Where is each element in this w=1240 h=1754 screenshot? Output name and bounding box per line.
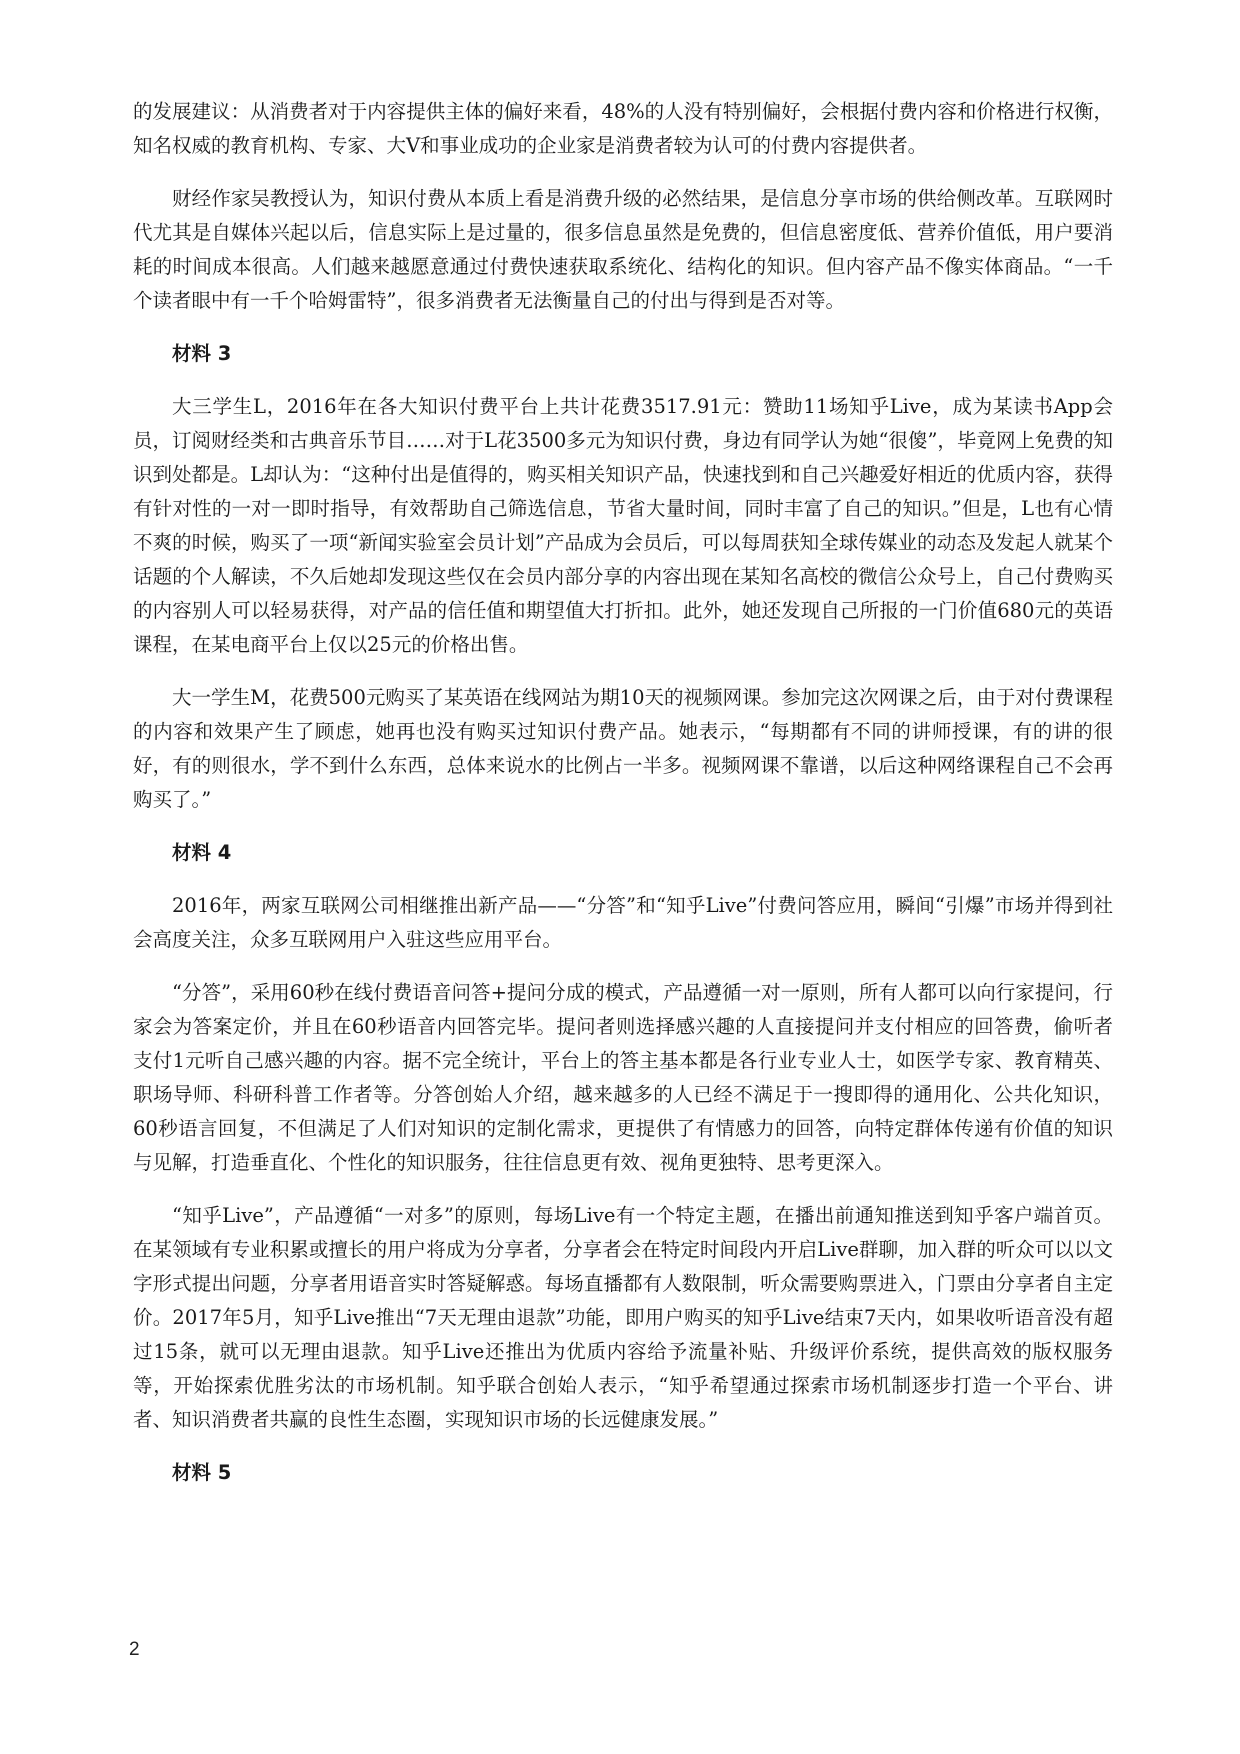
paragraph-student-l: 大三学生L，2016年在各大知识付费平台上共计花费3517.91元：赞助11场知乎Live，成为某读书App会员，订阅财经类和古典音乐节目……对于L花3500多元为知识付费，身边有同学认为她“很傻”，毕竟网上免费的知识到处都是。L却认为：“这种付出是值得的，购买相关知识产品，快速找到和自己兴趣爱好相近的优质内容，获得有针对性的一对一即时指导，有效帮助自己筛选信息，节省大量时间，同时丰富了自己的知识。”但是，L也有心情不爽的时候，购买了一项“新闻实验室会员计划”产品成为会员后，可以每周获知全球传媒业的动态及发起人就某个话题的个人解读，不久后她却发现这些仅在会员内部分享的内容出现在某知名高校的微信公众号上，自己付费购买的内容别人可以轻易获得，对产品的信任值和期望值大打折扣。此外，她还发现自己所报的一门价值680元的英语课程，在某电商平台上仅以25元的价格出售。 xyxy=(133,395,1113,656)
section-heading-material-3: 材料 3 xyxy=(172,342,232,365)
paragraph-professor-view: 财经作家吴教授认为，知识付费从本质上看是消费升级的必然结果，是信息分享市场的供给侧改革。互联网时代尤其是自媒体兴起以后，信息实际上是过量的，很多信息虽然是免费的，但信息密度低、营养价值低，用户要消耗的时间成本很高。人们越来越愿意通过付费快速获取系统化、结构化的知识。但内容产品不像实体商品。“一千个读者眼中有一千个哈姆雷特”，很多消费者无法衡量自己的付出与得到是否对等。 xyxy=(133,187,1113,312)
paragraph-fenda: “分答”，采用60秒在线付费语音问答+提问分成的模式，产品遵循一对一原则，所有人都可以向行家提问，行家会为答案定价，并且在60秒语音内回答完毕。提问者则选择感兴趣的人直接提问并支付相应的回答费，偷听者支付1元听自己感兴趣的内容。据不完全统计，平台上的答主基本都是各行业专业人士，如医学专家、教育精英、职场导师、科研科普工作者等。分答创始人介绍，越来越多的人已经不满足于一搜即得的通用化、公共化知识，60秒语言回复，不但满足了人们对知识的定制化需求，更提供了有情感力的回答，向特定群体传递有价值的知识与见解，打造垂直化、个性化的知识服务，往往信息更有效、视角更独特、思考更深入。 xyxy=(133,981,1113,1174)
document-body xyxy=(133,95,1113,1490)
paragraph-continued: 的发展建议：从消费者对于内容提供主体的偏好来看，48%的人没有特别偏好，会根据付费内容和价格进行权衡，知名权威的教育机构、专家、大V和事业成功的企业家是消费者较为认可的付费内容提供者。 xyxy=(133,100,1113,157)
section-heading-material-4: 材料 4 xyxy=(172,841,232,864)
page-number: 2 xyxy=(129,1639,140,1660)
paragraph-zhihu-live: “知乎Live”，产品遵循“一对多”的原则，每场Live有一个特定主题，在播出前通知推送到知乎客户端首页。在某领域有专业积累或擅长的用户将成为分享者，分享者会在特定时间段内开启Live群聊，加入群的听众可以以文字形式提出问题，分享者用语音实时答疑解惑。每场直播都有人数限制，听众需要购票进入，门票由分享者自主定价。2017年5月，知乎Live推出“7天无理由退款”功能，即用户购买的知乎Live结束7天内，如果收听语音没有超过15条，就可以无理由退款。知乎Live还推出为优质内容给予流量补贴、升级评价系统，提供高效的版权服务等，开始探索优胜劣汰的市场机制。知乎联合创始人表示，“知乎希望通过探索市场机制逐步打造一个平台、讲者、知识消费者共赢的良性生态圈，实现知识市场的长远健康发展。” xyxy=(133,1204,1113,1431)
section-heading-material-5: 材料 5 xyxy=(172,1461,232,1484)
paragraph-new-products: 2016年，两家互联网公司相继推出新产品——“分答”和“知乎Live”付费问答应用，瞬间“引爆”市场并得到社会高度关注，众多互联网用户入驻这些应用平台。 xyxy=(133,894,1113,951)
paragraph-student-m: 大一学生M，花费500元购买了某英语在线网站为期10天的视频网课。参加完这次网课之后，由于对付费课程的内容和效果产生了顾虑，她再也没有购买过知识付费产品。她表示，“每期都有不同的讲师授课，有的讲的很好，有的则很水，学不到什么东西，总体来说水的比例占一半多。视频网课不靠谱，以后这种网络课程自己不会再购买了。” xyxy=(133,686,1113,811)
